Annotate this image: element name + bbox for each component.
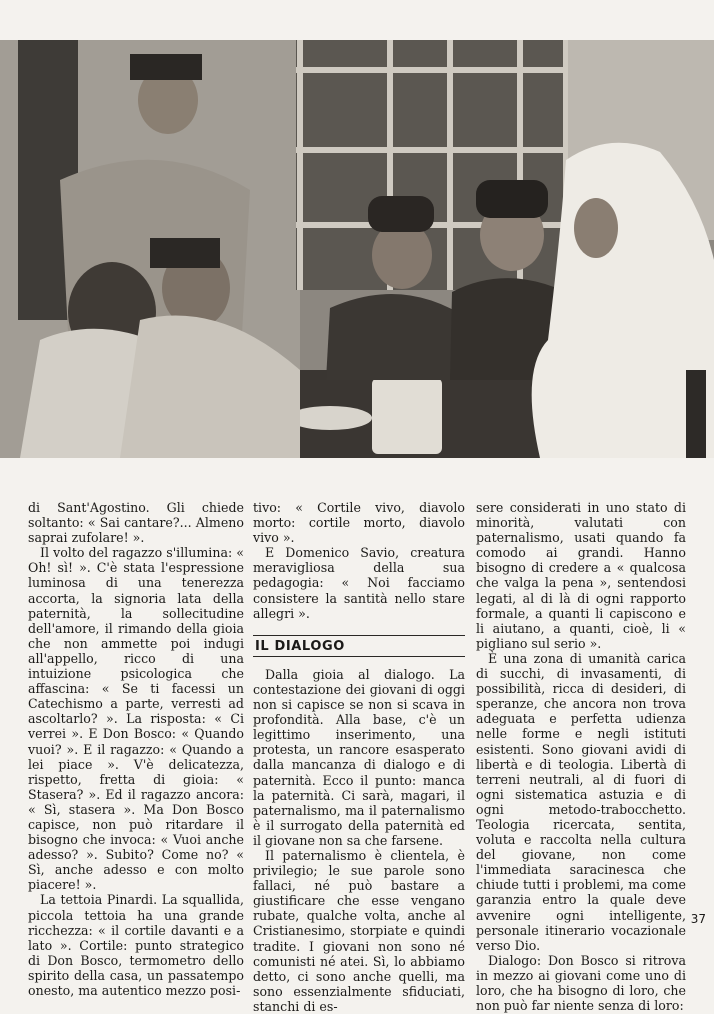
page-number: 37 <box>690 912 706 926</box>
paragraph: tivo: « Cortile vivo, diavolo morto: cortile morto, diavolo vivo ». <box>253 500 465 546</box>
paragraph: E Domenico Savio, creatura meravigliosa della sua pedagogia: « Noi facciamo consistere la santità nello stare allegri ». <box>253 545 465 621</box>
paragraph: Dalla gioia al dialogo. La contestazione dei giovani di oggi non si capisce se non si scava in profondità. Alla base, c'è un legittimo inserimento, una protesta, un rancore esasperato dalla mancanza di dialogo e di paternità. Ecco il punto: manca la paternità. Ci sarà, magari, il paternalismo, ma il paternalismo è il surrogato della paternità ed il giovane non sa che farsene. <box>253 666 465 848</box>
paragraph: di Sant'Agostino. Gli chiede soltanto: « Sai cantare?... Almeno saprai zufolare! ». <box>28 500 244 546</box>
photograph <box>0 40 714 458</box>
paragraph: sere considerati in uno stato di minorità, valutati con paternalismo, usati quando fa comodo ai grandi. Hanno bisogno di credere a « qualcosa che valga la pena », sentendosi legati, al di là di ogni rapporto formale, a quanti li capiscono e li aiutano, a quanti, cioè, li « pigliano sul serio ». <box>476 500 686 651</box>
paragraph: La tettoia Pinardi. La squallida, piccola tettoia ha una grande ricchezza: « il cortile davanti e a lato ». Cortile: punto strategico di Don Bosco, termometro dello spirito della casa, un passatempo onesto, ma autentico mezzo posi- <box>28 892 244 998</box>
paragraph: Il paternalismo è clientela, è privilegio; le sue parole sono fallaci, né può bastare a giustificare che esse vengano rubate, qualche volta, anche al Cristianesimo, storpiate e quindi tradite. I giovani non sono né comunisti né atei. Sì, lo abbiamo detto, ci sono anche quelli, ma sono essenzialmente sfiduciati, stanchi di es- <box>253 847 465 1014</box>
section-heading: IL DIALOGO <box>253 635 465 657</box>
paragraph: Dialogo: Don Bosco si ritrova in mezzo ai giovani come uno di loro, che ha bisogno di loro, che non può far niente senza di loro: <box>476 952 686 1014</box>
text-column-2 <box>253 500 465 1014</box>
group-photo-illustration <box>0 40 714 458</box>
paragraph: Il volto del ragazzo s'illumina: « Oh! sì! ». C'è stata l'espressione luminosa di una tenerezza accorta, la signoria lata della paternità, la sollecitudine dell'amore, il rimando della gioia che non ammette poi indugi all'appello, ricco di una intuizione psicologica che affascina: « Se ti facessi un Catechismo a parte, verresti ad ascoltarlo? ». La risposta: « Ci verrei ». E Don Bosco: « Quando vuoi? ». E il ragazzo: « Quando a lei piace ». V'è delicatezza, rispetto, fretta di gioia: « Stasera? ». Ed il ragazzo ancora: « Sì, stasera ». Ma Don Bosco capisce, non può ritardare il bisogno che invoca: « Vuoi anche adesso? ». Subito? Come no? « Sì, anche adesso e con molto piacere! ». <box>28 545 244 893</box>
text-column-1 <box>28 500 244 998</box>
paragraph: È una zona di umanità carica di succhi, di invasamenti, di possibilità, ricca di desideri, di speranze, che ancora non trova adeguata e perfetta udienza nelle forme e negli istituti esistenti. Sono giovani avidi di libertà e di teologia. Libertà di terreni neutrali, al di fuori di ogni sistematica astuzia e di ogni metodo-trabocchetto. Teologia ricercata, sentita, voluta e raccolta nella cultura del giovane, non come l'immediata saracinesca che chiude tutti i problemi, ma come garanzia entro la quale deve avvenire ogni intelligente, personale itinerario vocazionale verso Dio. <box>476 650 686 953</box>
text-column-3 <box>476 500 686 1013</box>
